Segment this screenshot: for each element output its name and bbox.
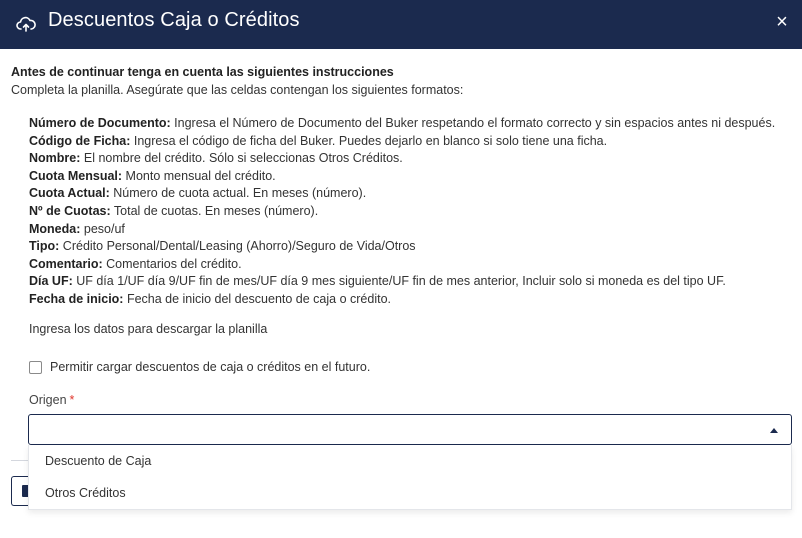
instruction-row xyxy=(29,291,799,309)
future-discounts-option[interactable] xyxy=(29,360,370,374)
instruction-row xyxy=(29,203,799,221)
instruction-term: Tipo: xyxy=(29,239,60,254)
instruction-description: Fecha de inicio del descuento de caja o crédito. xyxy=(123,291,391,306)
instruction-term: Código de Ficha: xyxy=(29,133,131,148)
instructions-intro: Completa la planilla. Asegúrate que las celdas contengan los siguientes formatos: xyxy=(11,83,464,97)
instructions-heading: Antes de continuar tenga en cuenta las siguientes instrucciones xyxy=(11,65,394,79)
instruction-row xyxy=(29,238,799,256)
instruction-row xyxy=(29,133,799,151)
format-instructions xyxy=(29,115,799,309)
dropdown-option-otros-creditos[interactable]: Otros Créditos xyxy=(45,486,126,500)
instruction-description: Ingresa el Número de Documento del Buker respetando el formato correcto y sin espacios antes ni después. xyxy=(170,116,776,130)
instruction-term: Moneda: xyxy=(29,221,81,236)
instruction-row xyxy=(29,221,799,239)
download-hint: Ingresa los datos para descargar la planilla xyxy=(29,322,268,336)
instruction-row xyxy=(29,256,799,274)
future-discounts-checkbox[interactable] xyxy=(29,361,42,374)
instruction-row xyxy=(29,115,799,133)
instruction-term: Nombre: xyxy=(29,151,81,166)
instruction-term: Número de Documento: xyxy=(29,116,171,130)
modal-header xyxy=(0,0,802,49)
divider xyxy=(11,460,29,461)
modal-title: Descuentos Caja o Créditos xyxy=(48,9,300,31)
instruction-description: Crédito Personal/Dental/Leasing (Ahorro)/Seguro de Vida/Otros xyxy=(59,239,416,254)
instruction-description: Ingresa el código de ficha del Buker. Puedes dejarlo en blanco si solo tiene una ficha. xyxy=(130,133,608,148)
instruction-row xyxy=(29,185,799,203)
future-discounts-label[interactable]: Permitir cargar descuentos de caja o créditos en el futuro. xyxy=(50,360,371,374)
instruction-term: Cuota Mensual: xyxy=(29,168,123,183)
origen-select[interactable] xyxy=(28,414,792,445)
caret-up-icon[interactable] xyxy=(770,428,778,433)
instruction-description: UF día 1/UF día 9/UF fin de mes/UF día 9 mes siguiente/UF fin de mes anterior, Incluir solo si moneda es del tipo UF. xyxy=(72,274,726,289)
instruction-description: Comentarios del crédito. xyxy=(102,256,242,271)
instruction-term: Día UF: xyxy=(29,274,73,289)
instruction-term: Fecha de inicio: xyxy=(29,291,124,306)
partially-hidden-button[interactable] xyxy=(11,476,29,506)
dropdown-option-descuento-caja[interactable]: Descuento de Caja xyxy=(45,454,152,468)
close-icon[interactable]: × xyxy=(776,11,788,33)
instruction-row xyxy=(29,273,799,291)
instruction-description: El nombre del crédito. Sólo si seleccionas Otros Créditos. xyxy=(80,151,403,166)
instruction-term: Comentario: xyxy=(29,256,103,271)
instruction-description: Número de cuota actual. En meses (número). xyxy=(109,186,367,201)
origen-dropdown-menu xyxy=(28,445,792,510)
instruction-row xyxy=(29,168,799,186)
instruction-description: Total de cuotas. En meses (número). xyxy=(110,203,319,218)
instruction-term: Nº de Cuotas: xyxy=(29,203,111,218)
required-mark: * xyxy=(69,393,75,407)
instruction-term: Cuota Actual: xyxy=(29,186,110,201)
instruction-row xyxy=(29,150,799,168)
origen-label-text: Origen xyxy=(29,393,67,407)
cloud-upload-icon xyxy=(16,15,36,33)
origen-label xyxy=(29,393,74,407)
instruction-description: Monto mensual del crédito. xyxy=(122,168,276,183)
instruction-description: peso/uf xyxy=(80,221,125,236)
